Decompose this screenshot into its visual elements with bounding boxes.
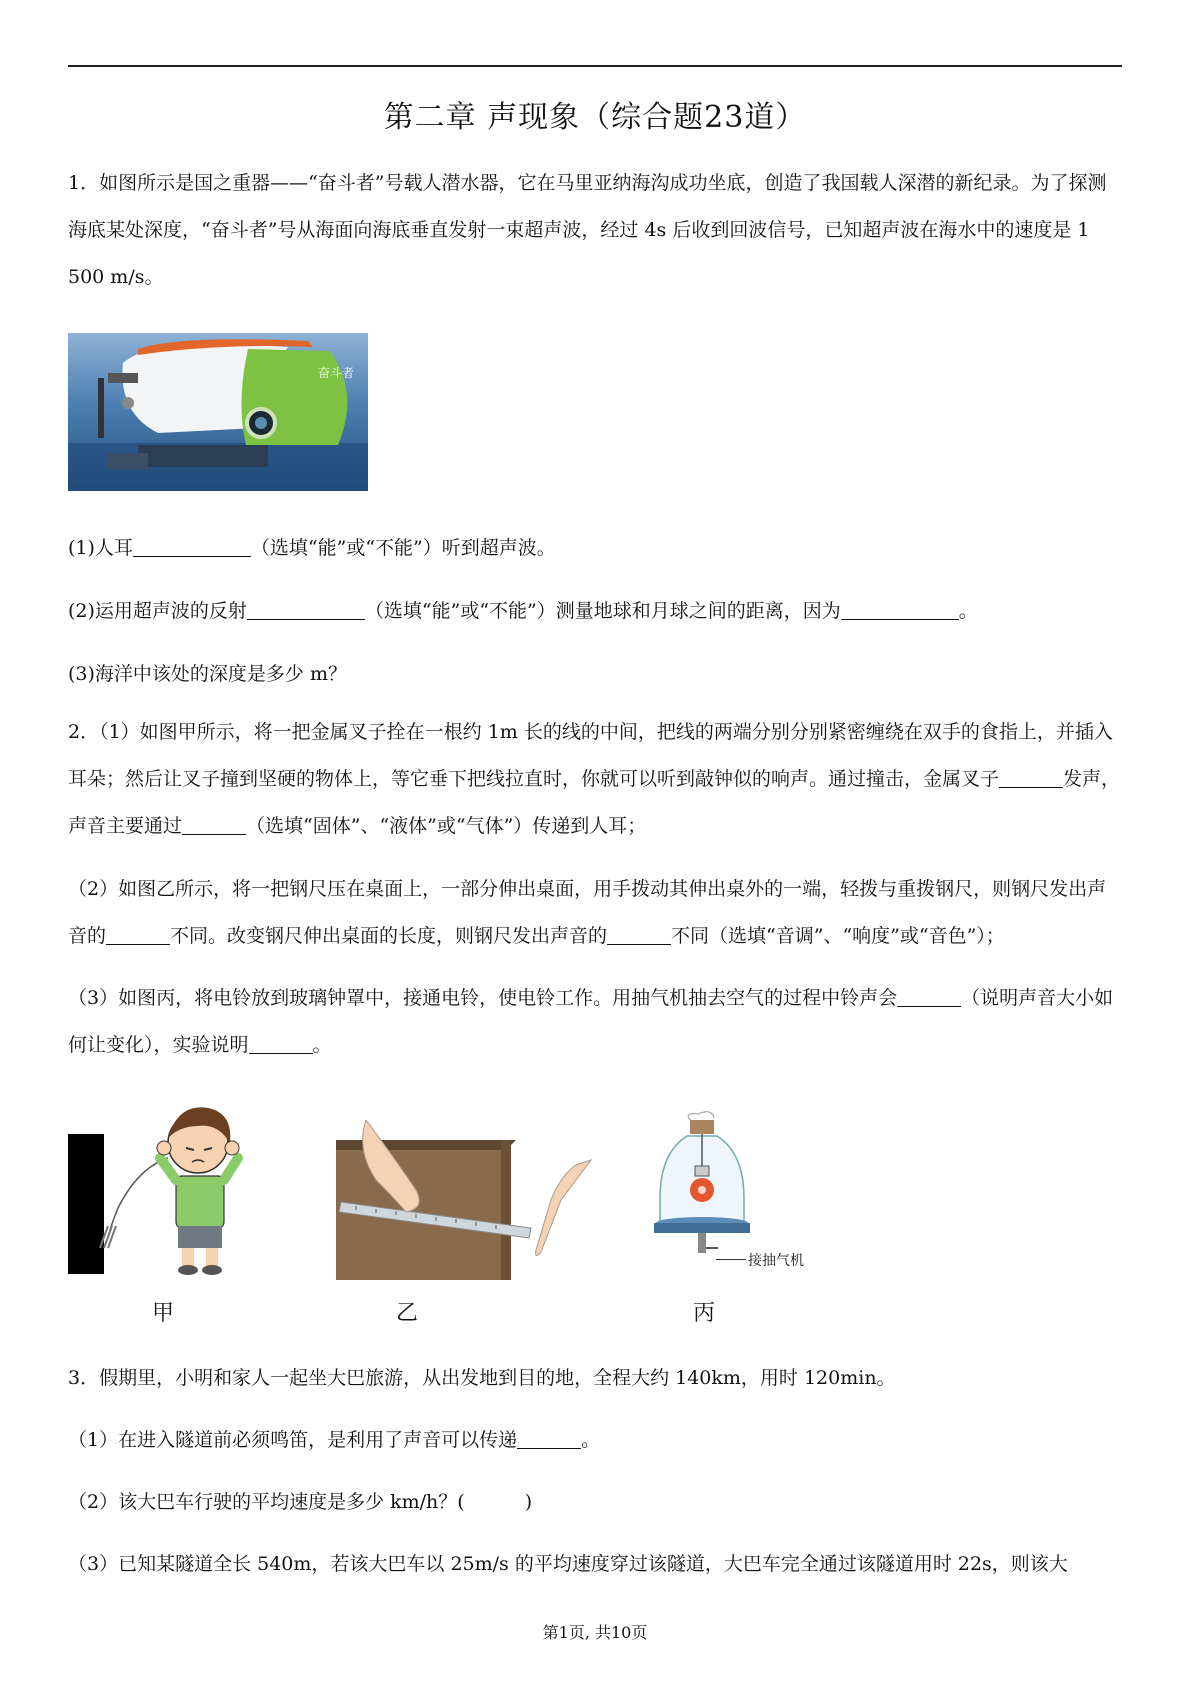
q2-p3-text-b: （说明声音大小如何让变化），实验说明 [68, 987, 1114, 1056]
q1-stem: 1．如图所示是国之重器——“奋斗者”号载人潜水器，它在马里亚纳海沟成功坐底，创造了我国载人深潜的新纪录。为了探测海底某处深度，“奋斗者”号从海面向海底垂直发射一束超声波，经过 4s 后收到回波信号，已知超声波在海水中的速度是 1 500 m/s。 [68, 172, 1107, 288]
q3-sub2-text-b: ) [524, 1491, 533, 1513]
q3-sub3: （3）已知某隧道全长 540m，若该大巴车以 25m/s 的平均速度穿过该隧道，大巴车完全通过该隧道用时 22s，则该大 [68, 1553, 1068, 1575]
submersible-label: 奋斗者 [318, 366, 355, 380]
q1-sub3: (3)海洋中该处的深度是多少 m？ [68, 663, 347, 685]
q2-part3 [68, 975, 1123, 1069]
caption-bing: 丙 [693, 1301, 716, 1326]
q2-p3-blank-1[interactable] [897, 987, 961, 1007]
q3-stem: 3．假期里，小明和家人一起坐大巴旅游，从出发地到目的地，全程大约 140km，用时 120min。 [68, 1367, 896, 1389]
q2-p3-blank-2[interactable] [249, 1034, 313, 1054]
q2-p1-blank-2[interactable] [182, 815, 246, 835]
submersible-photo [68, 333, 368, 495]
q1-sub2 [68, 596, 978, 623]
q2-p2-blank-2[interactable] [607, 925, 671, 945]
page-footer: 第1页, 共10页 [542, 1623, 648, 1642]
caption-yi: 乙 [396, 1301, 419, 1326]
q2-p3-text-a: （3）如图丙，将电铃放到玻璃钟罩中，接通电铃，使电铃工作。用抽气机抽去空气的过程中铃声会 [68, 987, 898, 1009]
q3-sub1 [68, 1425, 600, 1452]
pump-leader-line [716, 1259, 746, 1260]
q1-sub1-text-a: (1)人耳 [68, 537, 133, 559]
q2-p2-blank-1[interactable] [106, 925, 170, 945]
q1-sub2-text-c: 。 [958, 600, 978, 622]
q3-sub2 [68, 1487, 532, 1514]
q2-p1-text-a: 2．（1）如图甲所示，将一把金属叉子拴在一根约 1m 长的线的中间，把线的两端分别分别紧密缠绕在双手的食指上，并插入耳朵；然后让叉子撞到坚硬的物体上，等它垂下把线拉直时，你就可以听到敲钟似的响声。通过撞击，金属叉子 [68, 721, 1113, 790]
q2-p2-text-a: （2）如图乙所示，将一把钢尺压在桌面上，一部分伸出桌面，用手拨动其伸出桌外的一端，轻拨与重拨钢尺，则钢尺发出声音的 [68, 878, 1107, 947]
q1-sub2-text-b: （选填“能”或“不能”）测量地球和月球之间的距离，因为 [364, 600, 841, 622]
figure-bing [652, 1108, 752, 1282]
q1-sub1-text-b: （选填“能”或“不能”）听到超声波。 [250, 537, 556, 559]
page-title: 第二章 声现象（综合题23道） [383, 100, 807, 135]
q3-sub1-text-a: （1）在进入隧道前必须鸣笛，是利用了声音可以传递 [68, 1429, 518, 1451]
q3-sub1-text-b: 。 [581, 1429, 601, 1451]
figure-yi [336, 1120, 606, 1284]
header-rule [68, 65, 1122, 67]
q3-sub1-blank[interactable] [517, 1429, 581, 1449]
q1-sub2-blank-1[interactable] [247, 600, 365, 620]
q2-p1-text-b: 发声，声音主要通过 [68, 768, 1121, 837]
q2-part2 [68, 866, 1123, 960]
q2-p1-blank-1[interactable] [999, 768, 1063, 788]
q3-sub2-text-a: （2）该大巴车行驶的平均速度是多少 km/h？( [68, 1491, 465, 1513]
q2-p1-text-c: （选填“固体”、“液体”或“气体”）传递到人耳； [246, 815, 647, 837]
q2-part1 [68, 709, 1123, 850]
figure-jia [68, 1098, 268, 1282]
q2-p3-text-c: 。 [312, 1034, 332, 1056]
q2-p2-text-c: 不同（选填“音调”、“响度”或“音色”）； [671, 925, 1005, 947]
pump-label: 接抽气机 [748, 1253, 804, 1269]
caption-jia: 甲 [152, 1301, 175, 1326]
q1-sub2-text-a: (2)运用超声波的反射 [68, 600, 247, 622]
q2-p2-text-b: 不同。改变钢尺伸出桌面的长度，则钢尺发出声音的 [170, 925, 608, 947]
q1-sub2-blank-2[interactable] [841, 600, 959, 620]
q1-sub1 [68, 533, 556, 560]
q1-sub1-blank[interactable] [133, 537, 251, 557]
